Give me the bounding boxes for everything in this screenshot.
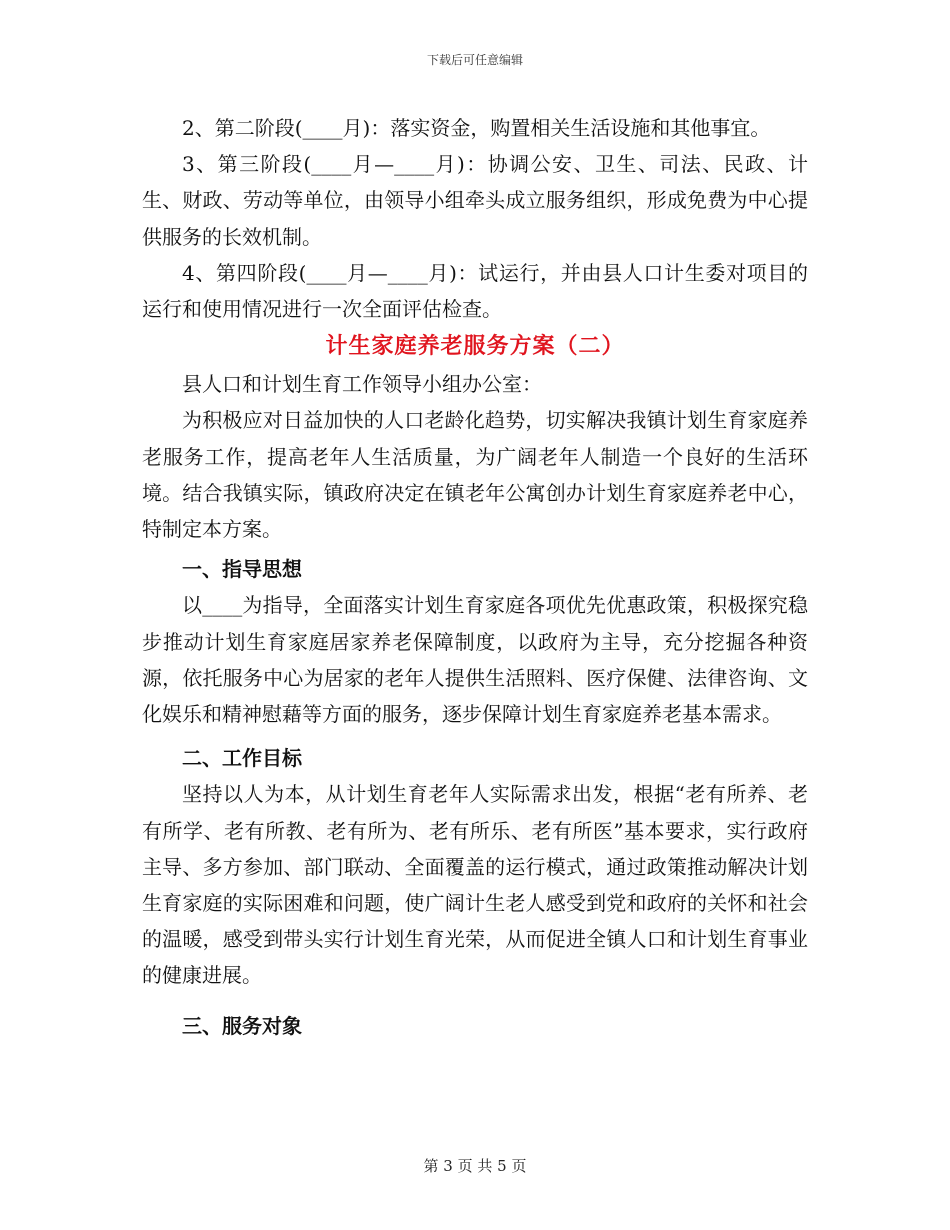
section-heading-service-targets: 三、服务对象: [182, 1013, 302, 1038]
page-number: 第 3 页 共 5 页: [423, 1157, 527, 1175]
phase-4-paragraph: 4、第四阶段(____月—____月)：试运行，并由县人口计生委对项目的运行和使用情况进行一次全面评估检查。: [142, 260, 808, 322]
document-title: 计生家庭养老服务方案（二）: [325, 334, 625, 360]
document-body: [142, 110, 808, 1044]
phase-3-paragraph: 3、第三阶段(____月—____月)：协调公安、卫生、司法、民政、计生、财政、劳动等单位，由领导小组牵头成立服务组织，形成免费为中心提供服务的长效机制。: [142, 152, 808, 249]
guidance-paragraph: 以____为指导，全面落实计划生育家庭各项优先优惠政策，积极探究稳步推动计划生育家庭居家养老保障制度，以政府为主导，充分挖掘各种资源，依托服务中心为居家的老年人提供生活照料、医疗保健、法律咨询、文化娱乐和精神慰藉等方面的服务，逐步保障计划生育家庭养老基本需求。: [142, 593, 808, 727]
goals-paragraph: 坚持以人为本，从计划生育老年人实际需求出发，根据“老有所养、老有所学、老有所教、老有所为、老有所乐、老有所医”基本要求，实行政府主导、多方参加、部门联动、全面覆盖的运行模式，通过政策推动解决计划生育家庭的实际困难和问题，使广阔计生老人感受到党和政府的关怀和社会的温暖，感受到带头实行计划生育光荣，从而促进全镇人口和计划生育事业的健康进展。: [142, 782, 808, 988]
section-heading-goals: 二、工作目标: [182, 746, 302, 771]
intro-paragraph: 为积极应对日益加快的人口老龄化趋势，切实解决我镇计划生育家庭养老服务工作，提高老年人生活质量，为广阔老年人制造一个良好的生活环境。结合我镇实际，镇政府决定在镇老年公寓创办计划生育家庭养老中心，特制定本方案。: [142, 408, 808, 542]
phase-2-paragraph: 2、第二阶段(____月)：落实资金，购置相关生活设施和其他事宜。: [182, 116, 771, 140]
addressee-line: 县人口和计划生育工作领导小组办公室：: [182, 372, 542, 397]
section-heading-guidance: 一、指导思想: [182, 557, 302, 582]
page-header: 下载后可任意编辑: [426, 53, 523, 67]
